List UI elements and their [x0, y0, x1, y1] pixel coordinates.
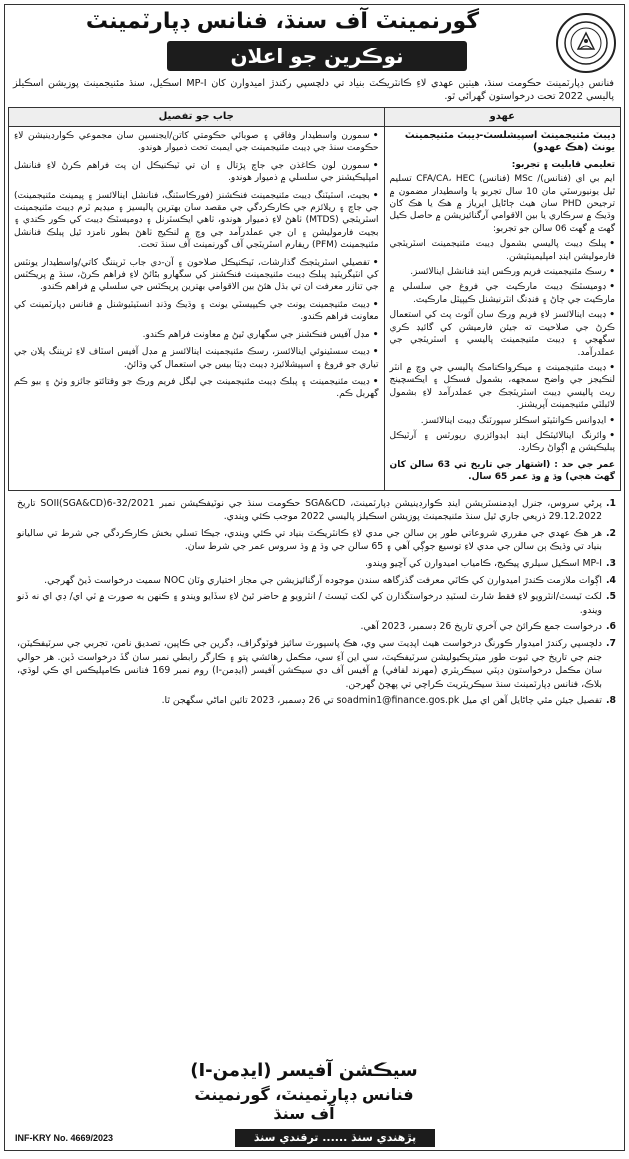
- intro-paragraph: فنانس ڊپارٽمينٽ حڪومت سنڌ، هيٺين عهدي لاءِ ڪانٽريڪٽ بنياد تي دلچسپي رکندڙ اميدوارن کان MP-I اسڪيل، سنڌ مئنيجمينٽ پوزيشن اسڪيلز پاليسي 2022 تحت درخواستون گهرائي ٿو.: [13, 78, 614, 102]
- term-item: 7. دلچسپي رکندڙ اميدوار ڪورنگ درخواست هيٺ اپڊيٽ سي وي، هڪ پاسپورٽ سائيز فوٽوگراف، ڊگرين جي ڪاپين، تصديق نامن، تجربي جي سرٽيفڪيٽن، جنم جي تاريخ جي ثبوت طور ميٽريڪيوليشن سرٽيفڪيٽ، سي اين آءِ سي، مڪمل رهائشي پتو ۽ ڪارگر رابطي نمبر سان گڏ درخواست ڏين. هر حوالي سان مڪمل درخواستون ڊپٽي سيڪريٽري (مهرند لفافي) ۾ آفيس آف دي سيڪشن آفيسر (ايڊمن-I) روم نمبر 169 فنانس ڪامپليڪس اي ڪي لوڌي، بلاڪ، فنانس ڊپارٽمينٽ سنڌ سيڪريٽريٽ ڪراچي تي پهچڻ گهرجن.: [17, 637, 616, 690]
- bullet-icon: •: [372, 347, 379, 358]
- responsibility-item: •ڊيبٽ مئنيجمينٽ يونٽ جي ڪيپيسٽي يونٽ ۽ وڌيڪ وڌنڊ انسٽيٽيوشنل ۾ فنانس ڊپارٽمينٽ کي معاونت فراهم ڪندو.: [14, 299, 379, 323]
- bullet-icon: •: [609, 430, 615, 441]
- qualification-heading: تعليمي قابليت ۽ تجربو:: [511, 159, 615, 170]
- signatory-title: سيڪشن آفيسر (ايڊمن-I): [190, 1060, 418, 1081]
- experience-item: •رسڪ مئنيجمينٽ فريم ورڪس اينڊ فنانشل اينالائسز.: [410, 267, 615, 278]
- reference-number: INF-KRY No. 4669/2023: [15, 1133, 114, 1143]
- experience-item: •ايڊوانس ڪوانٽيٽو اسڪلز سپورٽنگ ڊيبٽ اينالائسز.: [420, 415, 615, 426]
- signatory-department: فنانس ڊپارٽمينٽ، گورنمينٽ آف سنڌ: [194, 1085, 414, 1123]
- post-title: ڊيبٽ مئنيجمينٽ اسپيشلسٽ-ڊيبٽ مئنيجمينٽ يونٽ (هڪ عهدو): [404, 130, 615, 154]
- jobs-announcement-banner: نوڪرين جو اعلان: [167, 41, 467, 71]
- bullet-icon: •: [372, 257, 379, 268]
- post-details-cell: [384, 127, 620, 491]
- responsibility-item: •مڊل آفيس فنڪشنز جي سگهاري ٿيڻ ۾ معاونت فراهم ڪندو.: [142, 329, 379, 340]
- term-item: 2. هر هڪ عهدي جي مقرري شروعاتي طور ٻن سالن جي مدي لاءِ ڪانٽريڪٽ بنياد تي ڪئي ويندي، جيڪا تسلي بخش ڪارڪردگي جي شرط تي ساليانو بنياد تي وڌيڪ ٻن سالن جي مدي لاءِ توسيع جوڳي آهي ۽ 65 سالن جي وڌ ۾ وڌ سروس عمر جي شرط سان.: [17, 527, 616, 553]
- bullet-icon: •: [372, 376, 379, 387]
- bullet-icon: •: [372, 299, 379, 310]
- term-item: 4. اڳوات ملازمت ڪندڙ اميدوارن کي ڪاٽي معرفت گذرگاهه سندن موجوده آرگنائيزيشن جي مجاز اختياري وٽان NOC سميت درخواست ڏيڻ گهرجي.: [44, 574, 616, 586]
- term-item: 5. لکت ٽيسٽ/انٽرويو لاءِ فقط شارٽ لسٽيڊ درخواستگذارن کي لکت ٽيسٽ / انٽرويو ۾ حاضر ٿيڻ لاءِ سڏايو ويندو ۽ ڪنهن به صورت ۾ ٽي اي/ ڊي اي نه ڏنو ويندو.: [17, 591, 616, 616]
- description-column-header: جاب جو تفصيل: [9, 108, 385, 127]
- bullet-icon: •: [609, 362, 615, 373]
- terms-list: [5, 491, 624, 708]
- job-description-cell: [9, 127, 385, 491]
- bullet-icon: •: [372, 131, 379, 141]
- bullet-icon: •: [609, 267, 615, 278]
- responsibility-item: •ڊيبٽ مئنيجمينٽ ۽ پبلڪ ڊيبٽ مئنيجمينٽ جي ليگل فريم ورڪ جو وقتائتو جائزو وٺڻ ۽ بيو ڪم گهربل ڪم.: [14, 376, 379, 400]
- bullet-icon: •: [609, 310, 615, 321]
- responsibility-item: •تفصيلي اسٽريٽجڪ گذارشات، ٽيڪنيڪل صلاحون ۽ آن-دي جاب ٽريننگ کاتي/واسطيدار يونٽس کي انٽيگريٽيڊ پبلڪ ڊيبٽ مئنيجمينٽ فنڪشنز کي سگهارو بڻائڻ لاءِ فراهم ڪرڻ، سنڌ ۾ پريڪٽس جي تنازر معرفت ان تي بڌل هئڻ بين الاقوامي بهترين پريڪٽس جي سلسلي ۾ فراهم ڪندو.: [14, 257, 379, 293]
- experience-item: •ڊيبٽ مئنيجمينٽ ۽ ميڪرواڪنامڪ پاليسي جي وچ ۾ انٽر لنڪيجز جي واضح سمجهه، بشمول فسڪل ۽ ايڪسچينج ريٽ پاليسي ڊيبٽ اسٽريٽجڪ جي عملدرآمد لاءِ بشمول لائبلٽي مئنيجمينٽ آپريشنز.: [389, 362, 615, 411]
- responsibility-item: •بجيٽ، اسٽيٽنگ ڊيبٽ مئنيجمينٽ فنڪشنز (فورڪاسٽنگ، فنانشل اينالائسز ۽ پيمينٽ مئنيجمينٽ) جي جاچ ۽ ريلائزم جي ڪارڪردگي جي مقصد سان بهترين پاليسيز ۽ ميڊيم ٽرم ڊيبٽ مئنيجمينٽ اسٽريٽجي (MTDS) ٺاهڻ لاءِ ذميوار هوندو، ٺاهي ايڪسٽرنل ۽ ڊوميسٽڪ ڊيبٽ کي ڪور ڪندي ۽ بجيٽ فارموليشن ۽ ان جي عملدرآمد جي وچ ۾ لنڪيج ٺاهڻ بطور نامزد ٿيل پبلڪ فنانشل مئنيجمينٽ (PFM) ريفارم اسٽريٽجي آف گورنمينٽ آف سنڌ تحت.: [14, 190, 379, 251]
- term-item: 8. تفصيل جيئن مٿي ڄاڻايل آهن اي ميل soadmin1@finance.gos.pk تي 26 ڊسمبر، 2023 تائين اماڻي سگهجن ٿا.: [161, 695, 616, 707]
- age-limit: عمر جي حد : (اشتهار جي تاريخ تي 63 سالن کان گهٽ هجي) وڌ ۾ وڌ عمر 65 سال.: [389, 459, 615, 483]
- experience-item: •پبلڪ ڊيبٽ پاليسي بشمول ڊيبٽ مئنيجمينٽ اسٽريٽجي فارموليشن اينڊ امپليمينٽيشن.: [389, 239, 615, 262]
- slogan-banner: پڙهندي سنڌ ...... ترقندي سنڌ: [235, 1129, 435, 1147]
- seal-emblem-icon: [562, 19, 610, 67]
- signature-block: [184, 1060, 424, 1123]
- job-table-row: [9, 127, 621, 491]
- government-title: گورنمينٽ آف سنڌ، فنانس ڊپارٽمينٽ: [85, 9, 480, 34]
- bullet-icon: •: [372, 160, 379, 171]
- term-item: 6. درخواست جمع ڪرائڻ جي آخري تاريخ 26 ڊسمبر، 2023 آهي.: [360, 621, 616, 633]
- job-table-header-row: [9, 108, 621, 127]
- term-item: 1. پرڻي سروس، جنرل ايڊمنسٽريشن اينڊ ڪوارڊينيشن ڊپارٽمينٽ، SGA&CD حڪومت سنڌ جي نوٽيفڪيشن نمبر SOII(SGA&CD)6-32/2021 تاريخ 29.12.2022 ذريعي جاري ٿيل سنڌ مئنيجمينٽ پوزيشن اسڪيلز پاليسي 2022 موجب ڪئي ويندي.: [17, 497, 616, 523]
- post-column-header: عهدو: [384, 108, 620, 127]
- bullet-icon: •: [609, 282, 615, 293]
- experience-item: •ڊوميسٽڪ ڊيبٽ مارڪيٽ جي فروغ جي سلسلي ۾ مارڪيٽ جي ڄاڻ ۽ فنڊنگ انٽرنيشنل ڪيپيٽل مارڪيٽ.: [389, 282, 615, 305]
- experience-item: •وائرنگ اينالائيٽڪل اينڊ ايڊوائزري رپورٽس ۽ آرٽيڪل پبليڪيشن ۾ اڳواڻ رڪارڊ.: [389, 430, 615, 454]
- responsibility-item: •ڊيبٽ سسٽينوئي اينالائسز، رسڪ مئنيجمينٽ اينالائسز ۾ مڊل آفيس اسٽاف لاءِ ٽريننگ پلان جي تياري جو فروغ ۽ اسپيشلائيزڊ ڊيبٽ ڊيٽا بيس جي استعمال کي وڌائڻ.: [14, 347, 379, 370]
- responsibility-item: •سمورن واسطيدار وفاقي ۽ صوبائي حڪومتي کاتن/ايجنسين سان مجموعي ڪوارڊينيشن لاءِ حڪومت سنڌ جي ڊيبٽ مئنيجمينٽ جي ايمبٽ تحت ذميوار هوندو.: [14, 131, 379, 154]
- bullet-icon: •: [372, 329, 379, 340]
- experience-item: •ڊيبٽ اينالائسز لاءِ فريم ورڪ سان آئوٽ پٽ کي استعمال ڪرڻ جي صلاحيت ته جيئن فارميشن کي گائيڊ ڪري سگهجي ۽ ڊيبٽ مئنيجمينٽ پاليسي ۽ اسٽريٽجي جي عملدرآمد.: [389, 310, 615, 358]
- qualification-text: ايم بي اي (فنانس)/ MSc (فنانس) CFA/CA، HEC تسليم ٿيل يونيورسٽي مان 10 سال تجربو يا واسطيدار مضمون ۾ ترجيحن PHD سان هيٺ ڄاڻايل ايرياز ۾ هڪ يا هڪ کان وڌيڪ ۾ سرڪاري يا بين الاقوامي آرگنائيزيشن ۾ حاصل ڪيل گهٽ ۾ گهٽ 06 سالن جو تجربو:: [389, 174, 616, 234]
- ad-header: [5, 5, 624, 75]
- sindh-government-seal-icon: [556, 13, 616, 73]
- job-table: [8, 107, 621, 491]
- bullet-icon: •: [372, 190, 379, 201]
- bullet-icon: •: [609, 415, 615, 426]
- responsibility-item: •سمورن لون ڪاغذن جي جاچ پڙتال ۽ ان تي ٽيڪنيڪل ان پٽ فراهم ڪرڻ لاءِ فنانشل امپليڪيشنز جي سلسلي ۾ ذميوار هوندو.: [14, 160, 379, 184]
- job-advertisement-page: [4, 4, 625, 1151]
- bullet-icon: •: [609, 239, 615, 250]
- term-item: 3. MP-I اسڪيل سيلري پيڪيج، ڪامياب اميدوارن کي آڇيو ويندو.: [364, 557, 616, 569]
